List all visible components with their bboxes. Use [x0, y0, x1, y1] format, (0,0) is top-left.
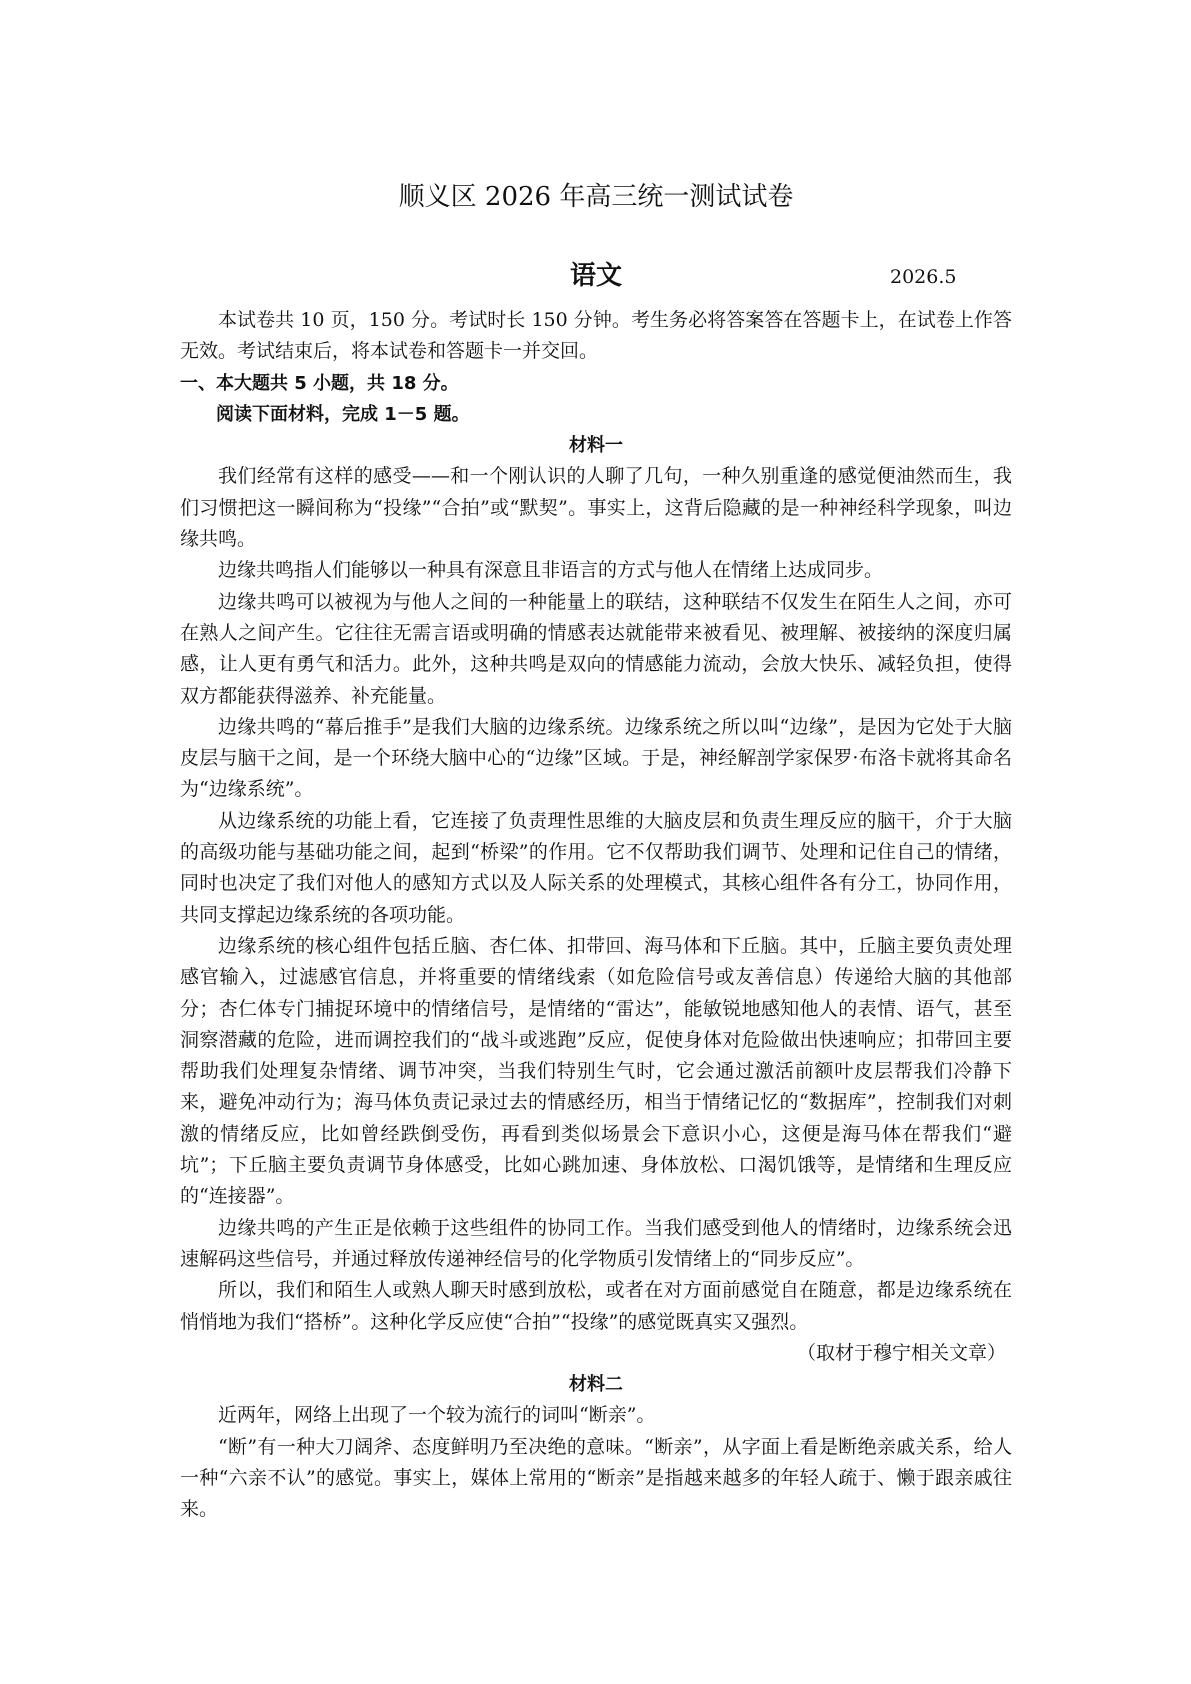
- subject-title: 语文: [569, 261, 622, 291]
- material-1-paragraph: 从边缘系统的功能上看，它连接了负责理性思维的大脑皮层和负责生理反应的脑干，介于大脑的高级功能与基础功能之间，起到“桥梁”的作用。它不仅帮助我们调节、处理和记住自己的情绪，同时也决定了我们对他人的感知方式以及人际关系的处理模式，其核心组件各有分工，协同作用，共同支撑起边缘系统的各项功能。: [180, 809, 1012, 926]
- exam-body: [180, 305, 1012, 1526]
- material-2-paragraph: “断”有一种大刀阔斧、态度鲜明乃至决绝的意味。“断亲”，从字面上看是断绝亲戚关系，给人一种“六亲不认”的感觉。事实上，媒体上常用的“断亲”是指越来越多的年轻人疏于、懒于跟亲戚往来。: [180, 1435, 1012, 1521]
- exam-date: 2026.5: [890, 266, 957, 288]
- material-1-paragraph: 边缘共鸣可以被视为与他人之间的一种能量上的联结，这种联结不仅发生在陌生人之间，亦可在熟人之间产生。它往往无需言语或明确的情感表达就能带来被看见、被理解、被接纳的深度归属感，让人更有勇气和活力。此外，这种共鸣是双向的情感能力流动，会放大快乐、减轻负担，使得双方都能获得滋养、补充能量。: [180, 590, 1012, 707]
- material-1-paragraph: 所以，我们和陌生人或熟人聊天时感到放松，或者在对方面前感觉自在随意，都是边缘系统在悄悄地为我们“搭桥”。这种化学反应使“合拍”“投缘”的感觉既真实又强烈。: [180, 1279, 1012, 1333]
- material-1-source: （取材于穆宁相关文章）: [796, 1341, 1006, 1364]
- exam-notice: 本试卷共 10 页，150 分。考试时长 150 分钟。考生务必将答案答在答题卡上，在试卷上作答无效。考试结束后，将本试卷和答题卡一并交回。: [180, 309, 1012, 363]
- material-2-paragraph: 近两年，网络上出现了一个较为流行的词叫“断亲”。: [218, 1404, 656, 1427]
- material-1-paragraph: 边缘共鸣指人们能够以一种具有深意且非语言的方式与他人在情绪上达成同步。: [218, 559, 884, 582]
- material-1-paragraph: 我们经常有这样的感受——和一个刚认识的人聊了几句，一种久别重逢的感觉便油然而生，我们习惯把这一瞬间称为“投缘”“合拍”或“默契”。事实上，这背后隐藏的是一种神经科学现象，叫边缘共鸣。: [180, 465, 1012, 551]
- material-2-heading: 材料二: [569, 1374, 623, 1396]
- material-1-paragraph: 边缘共鸣的“幕后推手”是我们大脑的边缘系统。边缘系统之所以叫“边缘”，是因为它处于大脑皮层与脑干之间，是一个环绕大脑中心的“边缘”区域。于是，神经解剖学家保罗·布洛卡就将其命名为“边缘系统”。: [180, 715, 1012, 801]
- section-instruction: 阅读下面材料，完成 1－5 题。: [216, 403, 470, 425]
- material-1-paragraph: 边缘系统的核心组件包括丘脑、杏仁体、扣带回、海马体和下丘脑。其中，丘脑主要负责处理感官输入，过滤感官信息，并将重要的情绪线索（如危险信号或友善信息）传递给大脑的其他部分；杏仁体专门捕捉环境中的情绪信号，是情绪的“雷达”，能敏锐地感知他人的表情、语气，甚至洞察潜藏的危险，进而调控我们的“战斗或逃跑”反应，促使身体对危险做出快速响应；扣带回主要帮助我们处理复杂情绪、调节冲突，当我们特别生气时，它会通过激活前额叶皮层帮我们冷静下来，避免冲动行为；海马体负责记录过去的情感经历，相当于情绪记忆的“数据库”，控制我们对刺激的情绪反应，比如曾经跌倒受伤，再看到类似场景会下意识小心，这便是海马体在帮我们“避坑”；下丘脑主要负责调节身体感受，比如心跳加速、身体放松、口渴饥饿等，是情绪和生理反应的“连接器”。: [180, 934, 1012, 1208]
- section-heading: 一、本大题共 5 小题，共 18 分。: [180, 372, 459, 394]
- material-1-heading: 材料一: [569, 435, 623, 457]
- exam-title: 顺义区 2026 年高三统一测试试卷: [398, 182, 794, 212]
- material-1-paragraph: 边缘共鸣的产生正是依赖于这些组件的协同工作。当我们感受到他人的情绪时，边缘系统会迅速解码这些信号，并通过释放传递神经信号的化学物质引发情绪上的“同步反应”。: [180, 1216, 1012, 1270]
